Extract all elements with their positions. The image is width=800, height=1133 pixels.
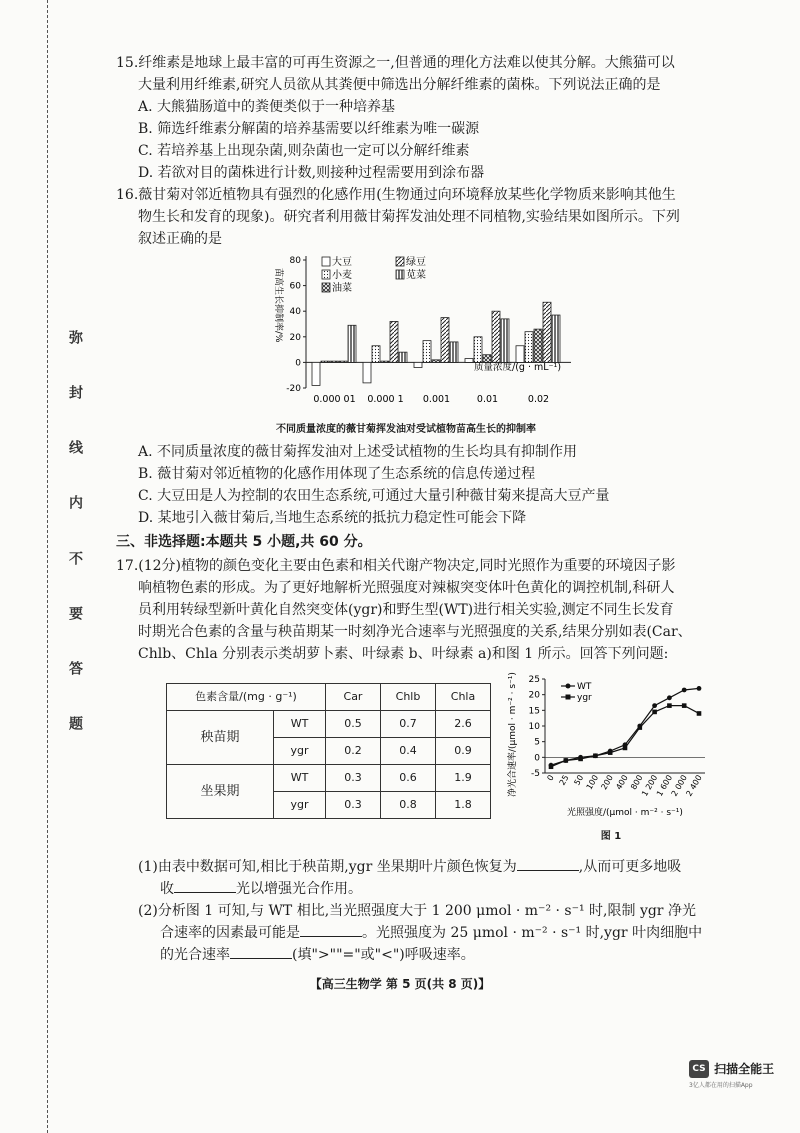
q17-sub2: (2)分析图 1 可知,与 WT 相比,当光照强度大于 1 200 μmol · m⁻² · s⁻¹ 时,限制 ygr 净光 — [138, 903, 696, 919]
q17-stem: 响植物色素的形成。为了更好地解析光照强度对辣椒突变体叶色黄化的调控机制,科研人 — [138, 580, 675, 596]
bar — [423, 341, 431, 363]
logo-name: 扫描全能王 — [714, 1062, 775, 1076]
table-cell: 0.5 — [326, 711, 381, 738]
table-header: Chlb — [381, 684, 436, 711]
data-point — [623, 746, 628, 751]
binding-warning — [64, 330, 86, 730]
logo-badge: CS — [689, 1060, 709, 1078]
q15-option-a: A. 大熊猫肠道中的粪便类似于一种培养基 — [138, 99, 396, 115]
answer-blank[interactable] — [174, 878, 236, 893]
bar — [321, 361, 329, 362]
data-point — [697, 711, 702, 716]
line-chart — [505, 669, 717, 819]
bar — [330, 361, 338, 362]
y-tick-label: 0 — [534, 753, 540, 764]
data-point — [667, 703, 672, 708]
data-point — [549, 764, 554, 769]
x-tick-label: 0.01 — [476, 394, 499, 405]
pigment-table — [166, 683, 491, 819]
table-cell: 0.9 — [436, 738, 491, 765]
question-17 — [116, 555, 748, 966]
q16-option-b: B. 薇甘菊对邻近植物的化感作用体现了生态系统的信息传递过程 — [138, 466, 536, 482]
x-tick-label: 400 — [614, 773, 630, 792]
x-tick-label: 1 200 — [640, 773, 660, 798]
text-run: (填">""="或"<")呼吸速率。 — [292, 947, 475, 963]
y-tick-label: -5 — [531, 769, 540, 779]
bar — [339, 361, 347, 362]
y-tick-label: 25 — [528, 675, 540, 685]
bar — [399, 352, 407, 362]
data-point — [638, 725, 643, 730]
legend-label: 油菜 — [332, 283, 352, 294]
series-line — [551, 688, 699, 765]
x-tick-label: 2 000 — [669, 773, 689, 798]
bar — [501, 319, 509, 363]
q17-sub2-cont — [116, 922, 748, 944]
margin-word: 弥 — [67, 330, 83, 344]
bar — [450, 342, 458, 362]
q16-stem: 叙述正确的是 — [138, 231, 222, 247]
q17-stem: 时期光合色素的含量与秧苗期某一时刻净光合速率与光照强度的关系,结果分别如表(Car、 — [138, 624, 692, 640]
q17-stem: 17.(12分)植物的颜色变化主要由色素和相关代谢产物决定,同时光照作为重要的环境因子影 — [116, 558, 676, 574]
y-tick-label: 5 — [534, 737, 540, 748]
margin-word: 线 — [67, 440, 83, 455]
question-16 — [116, 184, 748, 529]
data-point — [682, 703, 687, 708]
q17-sub1 — [116, 856, 748, 878]
table-cell: 0.7 — [381, 711, 436, 738]
table-cell: 0.8 — [381, 792, 436, 819]
bar — [312, 362, 320, 385]
bar — [525, 332, 533, 363]
y-axis-title: 净光合速率/(μmol · m⁻² · s⁻¹) — [508, 672, 518, 797]
margin-word: 内 — [67, 495, 83, 510]
x-tick-label: 2 400 — [684, 773, 704, 798]
exam-content — [116, 52, 748, 966]
legend-swatch — [322, 283, 330, 292]
margin-word: 题 — [67, 715, 83, 730]
bar — [534, 329, 542, 362]
table-cell: 1.9 — [436, 765, 491, 792]
x-tick-label: 0.001 — [422, 394, 451, 405]
question-15 — [116, 52, 748, 184]
text-run: 收 — [160, 881, 174, 897]
y-tick-label: -20 — [286, 384, 301, 394]
q17-figures — [116, 669, 748, 848]
text-run: 的光合速率 — [160, 947, 230, 963]
text-run: ,从而可更多地吸 — [578, 859, 682, 875]
x-axis-title: 光照强度/(μmol · m⁻² · s⁻¹) — [567, 808, 683, 818]
legend-label: 绿豆 — [406, 257, 426, 268]
bar — [390, 321, 398, 362]
margin-word: 答 — [67, 660, 83, 675]
data-point — [652, 710, 657, 715]
table-cell: 0.3 — [326, 792, 381, 819]
table-header: Chla — [436, 684, 491, 711]
q15-option-b: B. 筛选纤维素分解菌的培养基需要以纤维素为唯一碳源 — [138, 121, 480, 137]
bar — [516, 346, 524, 363]
legend-swatch — [396, 270, 404, 279]
legend-label: WT — [577, 682, 592, 692]
table-row — [167, 765, 491, 792]
data-point — [667, 695, 672, 700]
legend-label: ygr — [577, 693, 592, 703]
margin-word: 封 — [67, 385, 83, 400]
q16-stem: 物生长和发育的现象)。研究者利用薇甘菊挥发油处理不同植物,实验结果如图所示。下列 — [138, 209, 680, 225]
page-footer: 【高三生物学 第 5 页(共 8 页)】 — [309, 977, 491, 991]
bar — [552, 315, 560, 362]
q15-stem: 15.纤维素是地球上最丰富的可再生资源之一,但普通的理化方法难以使其分解。大熊猫可以 — [116, 55, 675, 71]
table-cell: WT — [274, 711, 326, 738]
y-tick-label: 80 — [289, 256, 301, 266]
legend-label: 大豆 — [332, 257, 352, 268]
x-tick-label: 0.02 — [527, 394, 550, 405]
table-header-row — [167, 684, 491, 711]
table-cell: WT — [274, 765, 326, 792]
data-point — [564, 758, 569, 763]
table-cell: 2.6 — [436, 711, 491, 738]
q16-option-d: D. 某地引入薇甘菊后,当地生态系统的抵抗力稳定性可能会下降 — [138, 510, 527, 526]
section-heading: 三、非选择题:本题共 5 小题,共 60 分。 — [116, 534, 372, 550]
x-tick-label: 0 — [545, 773, 556, 783]
x-tick-label: 800 — [629, 773, 645, 792]
data-point — [682, 688, 687, 693]
bar — [465, 359, 473, 363]
table-header: Car — [326, 684, 381, 711]
table-cell: 1.8 — [436, 792, 491, 819]
bar-chart — [266, 252, 586, 412]
y-tick-label: 40 — [289, 307, 301, 318]
q16-option-c: C. 大豆田是人为控制的农田生态系统,可通过大量引种薇甘菊来提高大豆产量 — [138, 488, 610, 504]
q15-stem: 大量利用纤维素,研究人员欲从其粪便中筛选出分解纤维素的菌株。下列说法正确的是 — [138, 77, 661, 93]
y-axis-title: 苗高生长抑制率/% — [273, 268, 283, 343]
x-tick-label: 0.000 1 — [367, 394, 404, 405]
q15-option-d: D. 若欲对目的菌株进行计数,则接种过程需要用到涂布器 — [138, 165, 485, 181]
x-tick-label: 100 — [584, 773, 601, 792]
q16-option-a: A. 不同质量浓度的薇甘菊挥发油对上述受试植物的生长均具有抑制作用 — [138, 444, 578, 460]
bar — [363, 362, 371, 382]
x-tick-label: 1 600 — [654, 773, 675, 798]
answer-blank[interactable] — [300, 922, 362, 937]
legend-swatch — [322, 270, 330, 279]
legend-label: 苋菜 — [406, 270, 426, 281]
data-point — [608, 750, 613, 755]
margin-word: 要 — [67, 605, 83, 620]
data-point — [593, 753, 598, 758]
table-cell: 0.4 — [381, 738, 436, 765]
q17-stem: 员利用转绿型新叶黄化自然突变体(ygr)和野生型(WT)进行相关实验,测定不同生长发育 — [138, 602, 674, 618]
x-axis-title: 质量浓度/(g · mL⁻¹) — [474, 362, 562, 373]
table-cell: 0.2 — [326, 738, 381, 765]
text-run: 光以增强光合作用。 — [236, 881, 362, 897]
table-cell: 0.6 — [381, 765, 436, 792]
margin-word: 不 — [67, 550, 83, 565]
bar — [432, 360, 440, 363]
legend-swatch — [396, 257, 404, 266]
table-cell: ygr — [274, 738, 326, 765]
answer-blank[interactable] — [230, 944, 292, 959]
data-point — [652, 703, 657, 708]
legend-swatch — [322, 257, 330, 266]
x-tick-label: 25 — [557, 773, 571, 787]
table-cell: 秧苗期 — [167, 711, 274, 765]
bar — [348, 325, 356, 362]
q15-option-c: C. 若培养基上出现杂菌,则杂菌也一定可以分解纤维素 — [138, 143, 470, 159]
table-row — [167, 711, 491, 738]
table-cell: 0.3 — [326, 765, 381, 792]
y-tick-label: 10 — [528, 722, 540, 732]
q17-sub1-cont — [116, 878, 748, 900]
q17-stem: Chlb、Chla 分别表示类胡萝卜素、叶绿素 b、叶绿素 a)和图 1 所示。回答下列问题: — [138, 646, 669, 662]
bar-chart-caption: 不同质量浓度的薇甘菊挥发油对受试植物苗高生长的抑制率 — [276, 424, 536, 435]
bar — [441, 318, 449, 363]
y-tick-label: 0 — [295, 358, 301, 369]
y-tick-label: 60 — [289, 281, 301, 292]
x-tick-label: 50 — [572, 773, 586, 787]
legend-marker — [566, 684, 571, 689]
bar — [381, 361, 389, 362]
binding-line — [47, 0, 48, 1133]
y-tick-label: 20 — [528, 690, 540, 701]
legend-marker — [566, 695, 571, 700]
line-chart-figure — [505, 669, 717, 848]
answer-blank[interactable] — [517, 856, 579, 871]
table-header: 色素含量/(mg · g⁻¹) — [167, 684, 326, 711]
q16-stem: 16.薇甘菊对邻近植物具有强烈的化感作用(生物通过向环境释放某些化学物质来影响其他生 — [116, 187, 676, 203]
text-run: (1)由表中数据可知,相比于秧苗期,ygr 坐果期叶片颜色恢复为 — [138, 859, 517, 875]
text-run: 。光照强度为 25 μmol · m⁻² · s⁻¹ 时,ygr 叶肉细胞中 — [362, 925, 703, 941]
data-point — [578, 757, 583, 762]
bar — [372, 346, 380, 363]
logo-tagline: 3亿人都在用的扫描App — [689, 1081, 753, 1089]
line-chart-caption: 图 1 — [600, 831, 622, 842]
y-tick-label: 15 — [528, 706, 540, 717]
bar — [474, 337, 482, 363]
bar — [414, 362, 422, 367]
scanner-watermark — [689, 1058, 789, 1089]
bar — [543, 302, 551, 362]
x-tick-label: 200 — [599, 773, 615, 792]
table-cell: 坐果期 — [167, 765, 274, 819]
bar-chart-figure — [266, 252, 748, 441]
x-tick-label: 0.000 01 — [313, 394, 356, 405]
q17-sub2-cont — [116, 944, 748, 966]
legend-label: 小麦 — [332, 270, 352, 281]
y-tick-label: 20 — [289, 332, 301, 343]
table-cell: ygr — [274, 792, 326, 819]
bar — [492, 311, 500, 362]
data-point — [697, 686, 702, 691]
text-run: 合速率的因素最可能是 — [160, 925, 300, 941]
